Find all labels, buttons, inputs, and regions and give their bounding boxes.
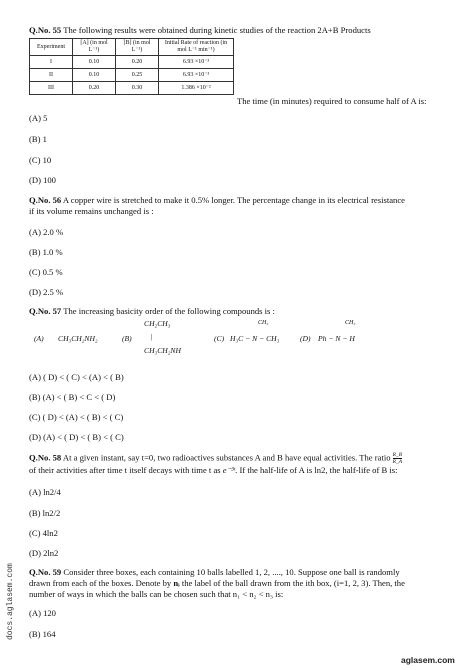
table-cell: II xyxy=(30,69,73,82)
ratio-numerator: R_B xyxy=(392,452,403,458)
q58-question-text: At a given instant, say t=0, two radioactives substances A and B have equal activities. The ratio xyxy=(62,452,391,463)
table-header-rate: Initial Rate of reaction (in mol L⁻¹ min⁻¹) xyxy=(159,39,234,56)
q56-option-a[interactable]: (A) 2.0 % xyxy=(29,227,64,237)
q57-option-b[interactable]: (B) (A) < ( B) < C < ( D) xyxy=(29,392,116,402)
q57-text-line xyxy=(29,306,275,317)
table-cell: 0.20 xyxy=(116,56,159,69)
compound-b-bond: | xyxy=(150,332,153,341)
q56-text-line1 xyxy=(29,195,405,206)
q58-option-a[interactable]: (A) ln2/4 xyxy=(29,487,61,497)
q56-option-b[interactable]: (B) 1.0 % xyxy=(29,247,63,257)
q59-text-line3: number of ways in which the balls can be chosen such that n₁ < n₂ < n₃ is: xyxy=(29,589,284,599)
q59-option-b[interactable]: (B) 164 xyxy=(29,629,56,639)
side-watermark-text: docs.aglasem.com xyxy=(6,563,15,640)
q55-text-line xyxy=(29,25,371,36)
q56-option-d[interactable]: (D) 2.5 % xyxy=(29,287,64,297)
q58-option-d[interactable]: (D) 2ln2 xyxy=(29,548,59,558)
compound-c-label: (C) xyxy=(214,334,225,343)
q55-tail-text: The time (in minutes) required to consume half of A is: xyxy=(237,96,427,106)
q59-text-line1 xyxy=(29,567,400,578)
table-cell: 1.386 ×10⁻² xyxy=(159,82,234,95)
ball-label-symbol: nᵢ xyxy=(173,578,180,588)
table-cell: 6.93 ×10⁻³ xyxy=(159,56,234,69)
q55-question-text: The following results were obtained during kinetic studies of the reaction 2A+B Products xyxy=(63,25,371,35)
table-cell: 0.10 xyxy=(73,56,116,69)
q59-text-part: drawn from each of the boxes. Denote by xyxy=(29,578,172,588)
kinetics-table xyxy=(29,38,234,95)
q59-number: Q.No. 59 xyxy=(29,567,62,577)
table-row xyxy=(30,69,234,82)
q57-option-c[interactable]: (C) ( D) < (A) < ( B) < ( C) xyxy=(29,412,124,422)
table-row xyxy=(30,56,234,69)
compound-b-top: CH₂CH₃ xyxy=(144,319,171,328)
table-cell: III xyxy=(30,82,73,95)
compound-d: Ph − N − H xyxy=(318,334,355,343)
q58-text-part: of their activities after time t itself decays with time t as xyxy=(29,465,221,475)
q58-option-c[interactable]: (C) 4ln2 xyxy=(29,528,58,538)
compound-b-label: (B) xyxy=(122,334,132,343)
q55-option-a[interactable]: (A) 5 xyxy=(29,113,48,123)
table-header-a: [A] (in mol L⁻¹) xyxy=(73,39,116,56)
q56-option-c[interactable]: (C) 0.5 % xyxy=(29,267,63,277)
ratio-fraction xyxy=(393,452,402,465)
compound-a: CH₃CH₂NH₂ xyxy=(58,334,98,343)
q55-option-d[interactable]: (D) 100 xyxy=(29,175,56,185)
table-cell: 0.20 xyxy=(73,82,116,95)
q59-text-line2 xyxy=(29,578,405,589)
q58-text-line2 xyxy=(29,465,397,476)
decay-exponent: e⁻³ᵗ xyxy=(222,465,236,475)
q58-text-part: . If the half-life of A is ln2, the half-life of B is: xyxy=(235,465,398,475)
compound-d-methyl: CH₃ xyxy=(345,320,356,326)
q58-option-b[interactable]: (B) ln2/2 xyxy=(29,508,61,518)
q58-number: Q.No. 58 xyxy=(29,452,62,463)
q58-text-line1 xyxy=(29,452,402,465)
table-header-row xyxy=(30,39,234,56)
compound-d-label: (D) xyxy=(300,334,311,343)
q56-question-text: A copper wire is stretched to make it 0.5% longer. The percentage change in its electrical resistance xyxy=(62,195,405,205)
table-cell: I xyxy=(30,56,73,69)
q56-text-line2: if its volume remains unchanged is : xyxy=(29,206,154,216)
brand-logo-text: aglasem.com xyxy=(401,655,455,665)
q59-option-a[interactable]: (A) 120 xyxy=(29,608,56,618)
q55-number: Q.No. 55 xyxy=(29,25,62,35)
compound-c: H₃C − N − CH₃ xyxy=(230,334,280,343)
q56-number: Q.No. 56 xyxy=(29,195,62,205)
q59-text-part: the label of the ball drawn from the ith box, (i=1, 2, 3). Then, the xyxy=(181,578,405,588)
table-header-b: [B] (in mol L⁻¹) xyxy=(116,39,159,56)
table-row xyxy=(30,82,234,95)
table-cell: 0.10 xyxy=(73,69,116,82)
q57-option-a[interactable]: (A) ( D) < ( C) < (A) < ( B) xyxy=(29,372,124,382)
q57-number: Q.No. 57 xyxy=(29,306,62,316)
table-cell: 0.30 xyxy=(116,82,159,95)
compound-b-bottom: CH₃CH₂NH xyxy=(144,346,181,355)
table-cell: 0.25 xyxy=(116,69,159,82)
table-header-experiment: Experiment xyxy=(30,39,73,56)
q57-question-text: The increasing basicity order of the following compounds is : xyxy=(63,306,275,316)
ratio-denominator: R_A xyxy=(392,459,403,465)
q57-option-d[interactable]: (D) (A) < ( D) < ( B) < ( C) xyxy=(29,432,124,442)
q59-question-text: Consider three boxes, each containing 10 balls labelled 1, 2, ...., 10. Suppose one ball is randomly xyxy=(63,567,400,577)
compound-c-methyl: CH₃ xyxy=(258,320,269,326)
q55-option-c[interactable]: (C) 10 xyxy=(29,155,52,165)
compound-a-label: (A) xyxy=(34,334,44,343)
table-cell: 6.93 ×10⁻³ xyxy=(159,69,234,82)
q55-option-b[interactable]: (B) 1 xyxy=(29,134,47,144)
